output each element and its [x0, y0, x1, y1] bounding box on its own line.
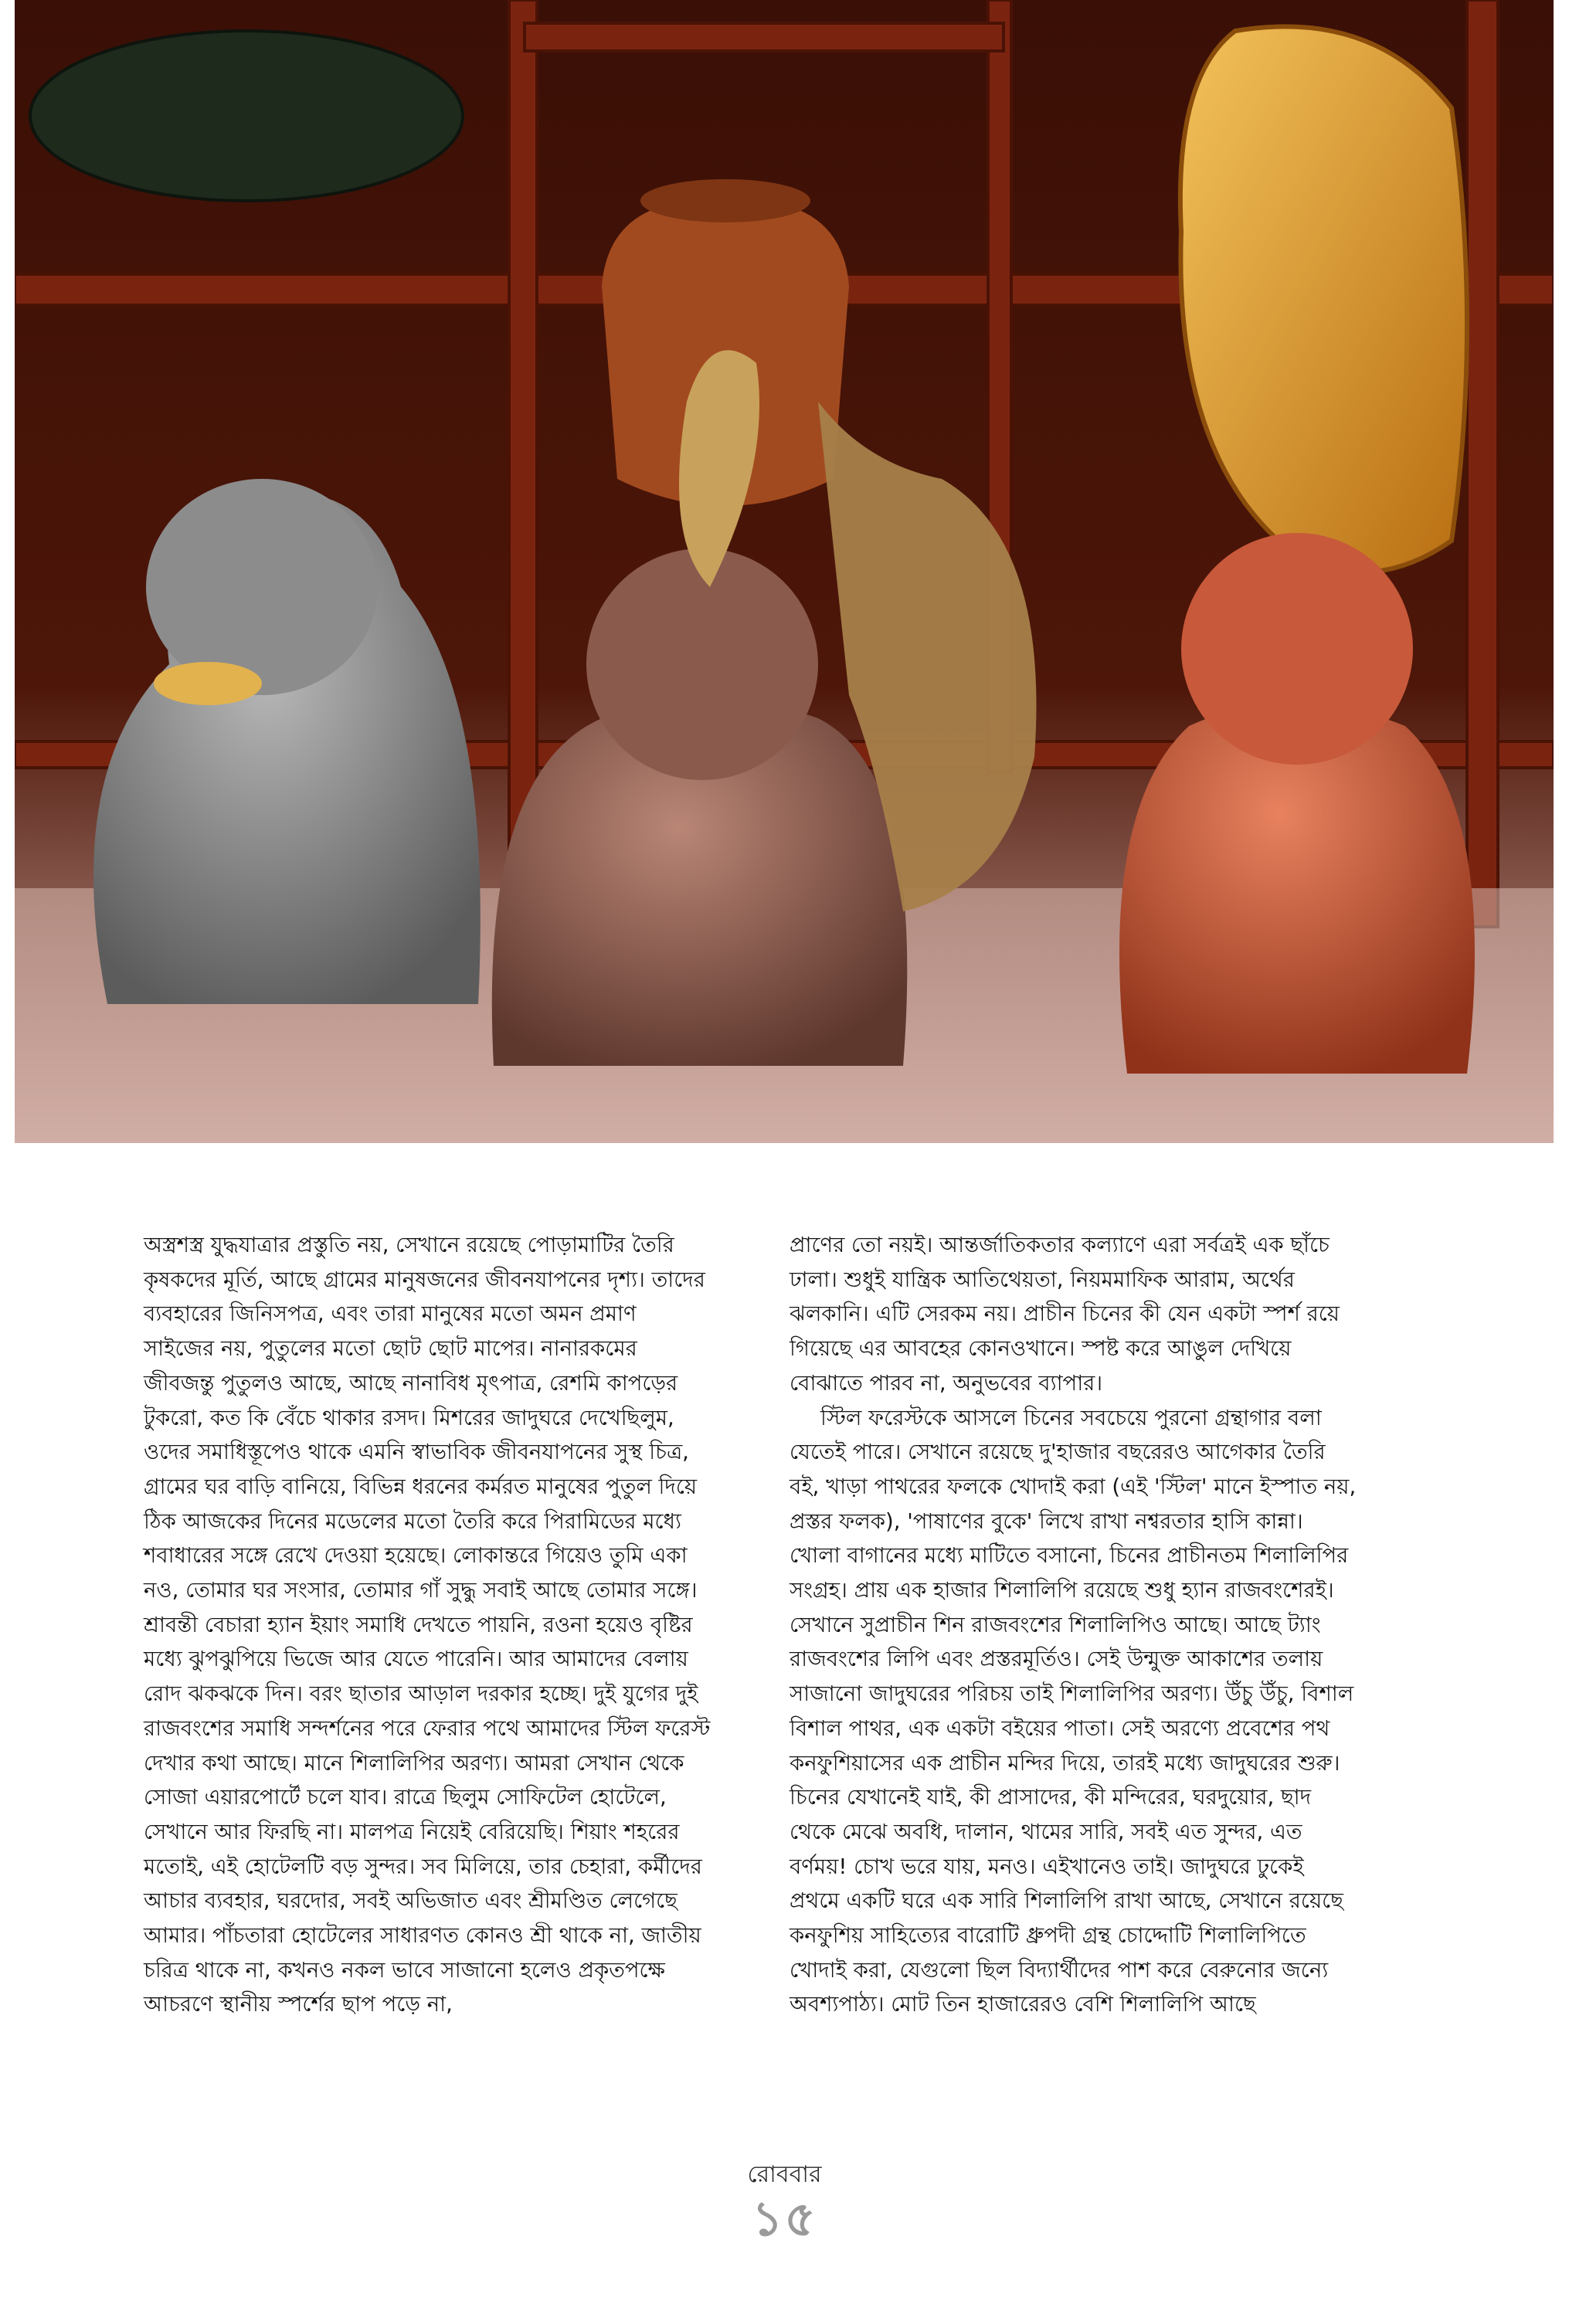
- photo-chinese-figurines: [15, 0, 1554, 1143]
- article-left-column: [144, 1228, 711, 2022]
- article-right-column: [790, 1228, 1357, 2022]
- figurines-illustration: [15, 0, 1554, 1143]
- left-paragraph-1: অস্ত্রশস্ত্র যুদ্ধযাত্রার প্রস্তুতি নয়, সেখানে রয়েছে পোড়ামাটির তৈরি কৃষকদের মূর্তি, আছে গ্রামের মানুষজনের জীবনযাপনের দৃশ্য। তাদের ব্যবহারের জিনিসপত্র, এবং তারা মানুষের মতো অমন প্রমাণ সাইজের নয়, পুতুলের মতো ছোট ছোট মাপের। নানারকমের জীবজন্তু পুতুলও আছে, আছে নানাবিধ মৃৎপাত্র, রেশমি কাপড়ের টুকরো, কত কি বেঁচে থাকার রসদ। মিশরের জাদুঘরে দেখেছিলুম, ওদের সমাধিস্তূপেও থাকে এমনি স্বাভাবিক জীবনযাপনের সুস্থ চিত্র, গ্রামের ঘর বাড়ি বানিয়ে, বিভিন্ন ধরনের কর্মরত মানুষের পুতুল দিয়ে ঠিক আজকের দিনের মডেলের মতো তৈরি করে পিরামিডের মধ্যে শবাধারের সঙ্গে রেখে দেওয়া হয়েছে। লোকান্তরে গিয়েও তুমি একা নও, তোমার ঘর সংসার, তোমার গাঁ সুদ্ধু সবাই আছে তোমার সঙ্গে। শ্রাবন্তী বেচারা হ্যান ইয়াং সমাধি দেখতে পায়নি, রওনা হয়েও বৃষ্টির মধ্যে ঝুপঝুপিয়ে ভিজে আর যেতে পারেনি। আর আমাদের বেলায় রোদ ঝকঝকে দিন। বরং ছাতার আড়াল দরকার হচ্ছে। দুই যুগের দুই রাজবংশের সমাধি সন্দর্শনের পরে ফেরার পথে আমাদের স্টিল ফরেস্ট দেখার কথা আছে। মানে শিলালিপির অরণ্য। আমরা সেখান থেকে সোজা এয়ারপোর্টে চলে যাব। রাত্রে ছিলুম সোফিটেল হোটেলে, সেখানে আর ফিরছি না। মালপত্র নিয়েই বেরিয়েছি। শিয়াং শহরের মতোই, এই হোটেলটি বড় সুন্দর। সব মিলিয়ে, তার চেহারা, কর্মীদের আচার ব্যবহার, ঘরদোর, সবই অভিজাত এবং শ্রীমণ্ডিত লেগেছে আমার। পাঁচতারা হোটেলের সাধারণত কোনও শ্রী থাকে না, জাতীয় চরিত্র থাকে না, কখনও নকল ভাবে সাজানো হলেও প্রকৃতপক্ষে আচরণে স্থানীয় স্পর্শের ছাপ পড়ে না,: [144, 1233, 711, 2017]
- right-paragraph-2: স্টিল ফরেস্টকে আসলে চিনের সবচেয়ে পুরনো গ্রন্থাগার বলা যেতেই পারে। সেখানে রয়েছে দু'হাজার বছরেরও আগেকার তৈরি বই, খাড়া পাথরের ফলকে খোদাই করা (এই 'স্টিল' মানে ইস্পাত নয়, প্রস্তর ফলক), 'পাষাণের বুকে' লিখে রাখা নশ্বরতার হাসি কান্না। খোলা বাগানের মধ্যে মাটিতে বসানো, চিনের প্রাচীনতম শিলালিপির সংগ্রহ। প্রায় এক হাজার শিলালিপি রয়েছে শুধু হ্যান রাজবংশেরই। সেখানে সুপ্রাচীন শিন রাজবংশের শিলালিপিও আছে। আছে ট্যাং রাজবংশের লিপি এবং প্রস্তরমূর্তিও। সেই উন্মুক্ত আকাশের তলায় সাজানো জাদুঘরের পরিচয় তাই শিলালিপির অরণ্য। উঁচু উঁচু, বিশাল বিশাল পাথর, এক একটা বইয়ের পাতা। সেই অরণ্যে প্রবেশের পথ কনফুশিয়াসের এক প্রাচীন মন্দির দিয়ে, তারই মধ্যে জাদুঘরের শুরু। চিনের যেখানেই যাই, কী প্রাসাদের, কী মন্দিরের, ঘরদুয়োর, ছাদ থেকে মেঝে অবধি, দালান, থামের সারি, সবই এত সুন্দর, এত বর্ণময়! চোখ ভরে যায়, মনও। এইখানেও তাই। জাদুঘরে ঢুকেই প্রথমে একটি ঘরে এক সারি শিলালিপি রাখা আছে, সেখানে রয়েছে কনফুশিয় সাহিত্যের বারোটি ধ্রুপদী গ্রন্থ চোদ্দোটি শিলালিপিতে খোদাই করা, যেগুলো ছিল বিদ্যার্থীদের পাশ করে বেরুনোর জন্যে অবশ্যপাঠ্য। মোট তিন হাজারেরও বেশি শিলালিপি আছে: [790, 1405, 1357, 2017]
- magazine-name: রোববার: [747, 2161, 822, 2188]
- page-number: ১৫: [752, 2190, 817, 2247]
- right-paragraph-1: প্রাণের তো নয়ই। আন্তর্জাতিকতার কল্যাণে এরা সর্বত্রই এক ছাঁচে ঢালা। শুধুই যান্ত্রিক আতিথেয়তা, নিয়মমাফিক আরাম, অর্থের ঝলকানি। এটি সেরকম নয়। প্রাচীন চিনের কী যেন একটা স্পর্শ রয়ে গিয়েছে এর আবহের কোনওখানে। স্পষ্ট করে আঙুল দেখিয়ে বোঝাতে পারব না, অনুভবের ব্যাপার।: [790, 1233, 1340, 1396]
